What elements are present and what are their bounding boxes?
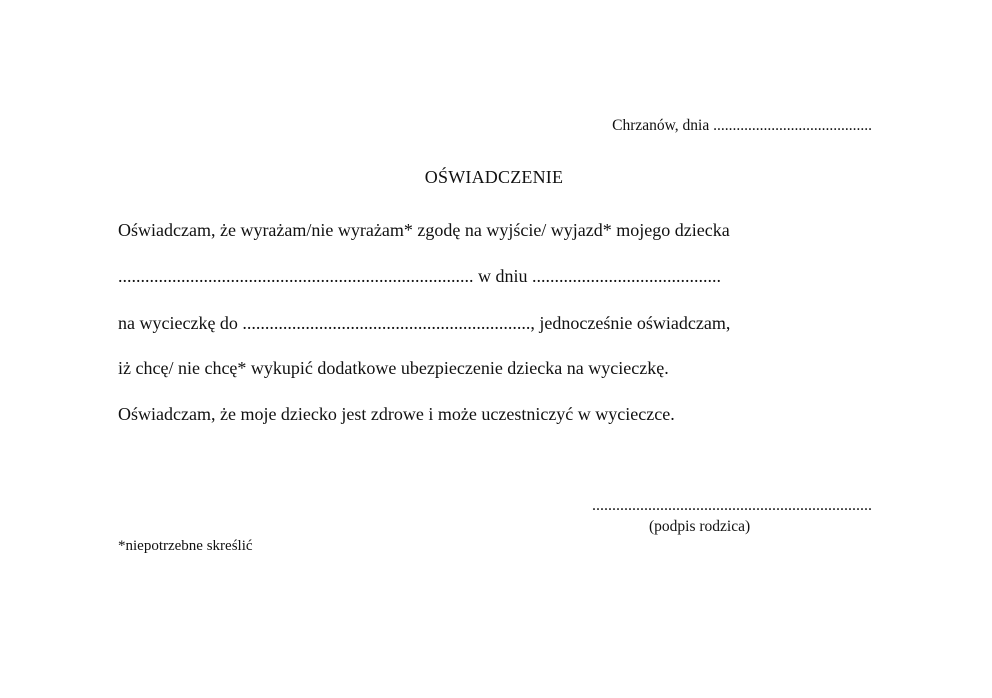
signature-line: ...................................................................... [592,497,872,514]
consent-line-4: iż chcę/ nie chcę* wykupić dodatkowe ubezpieczenie dziecka na wycieczkę. [118,358,669,378]
footnote: *niepotrzebne skreślić [118,538,253,554]
consent-line-1: Oświadczam, że wyrażam/nie wyrażam* zgodę na wyjście/ wyjazd* mojego dziecka [118,220,730,240]
consent-line-2: ............................................................................... w dniu .......................................... [118,266,721,286]
signature-label: (podpis rodzica) [649,518,751,535]
place-date-line: Chrzanów, dnia ......................................... [612,117,872,134]
consent-line-5: Oświadczam, że moje dziecko jest zdrowe i może uczestniczyć w wycieczce. [118,404,675,424]
consent-line-3: na wycieczkę do ................................................................, jednocześnie oświadczam, [118,313,731,333]
document-title: OŚWIADCZENIE [424,167,564,187]
